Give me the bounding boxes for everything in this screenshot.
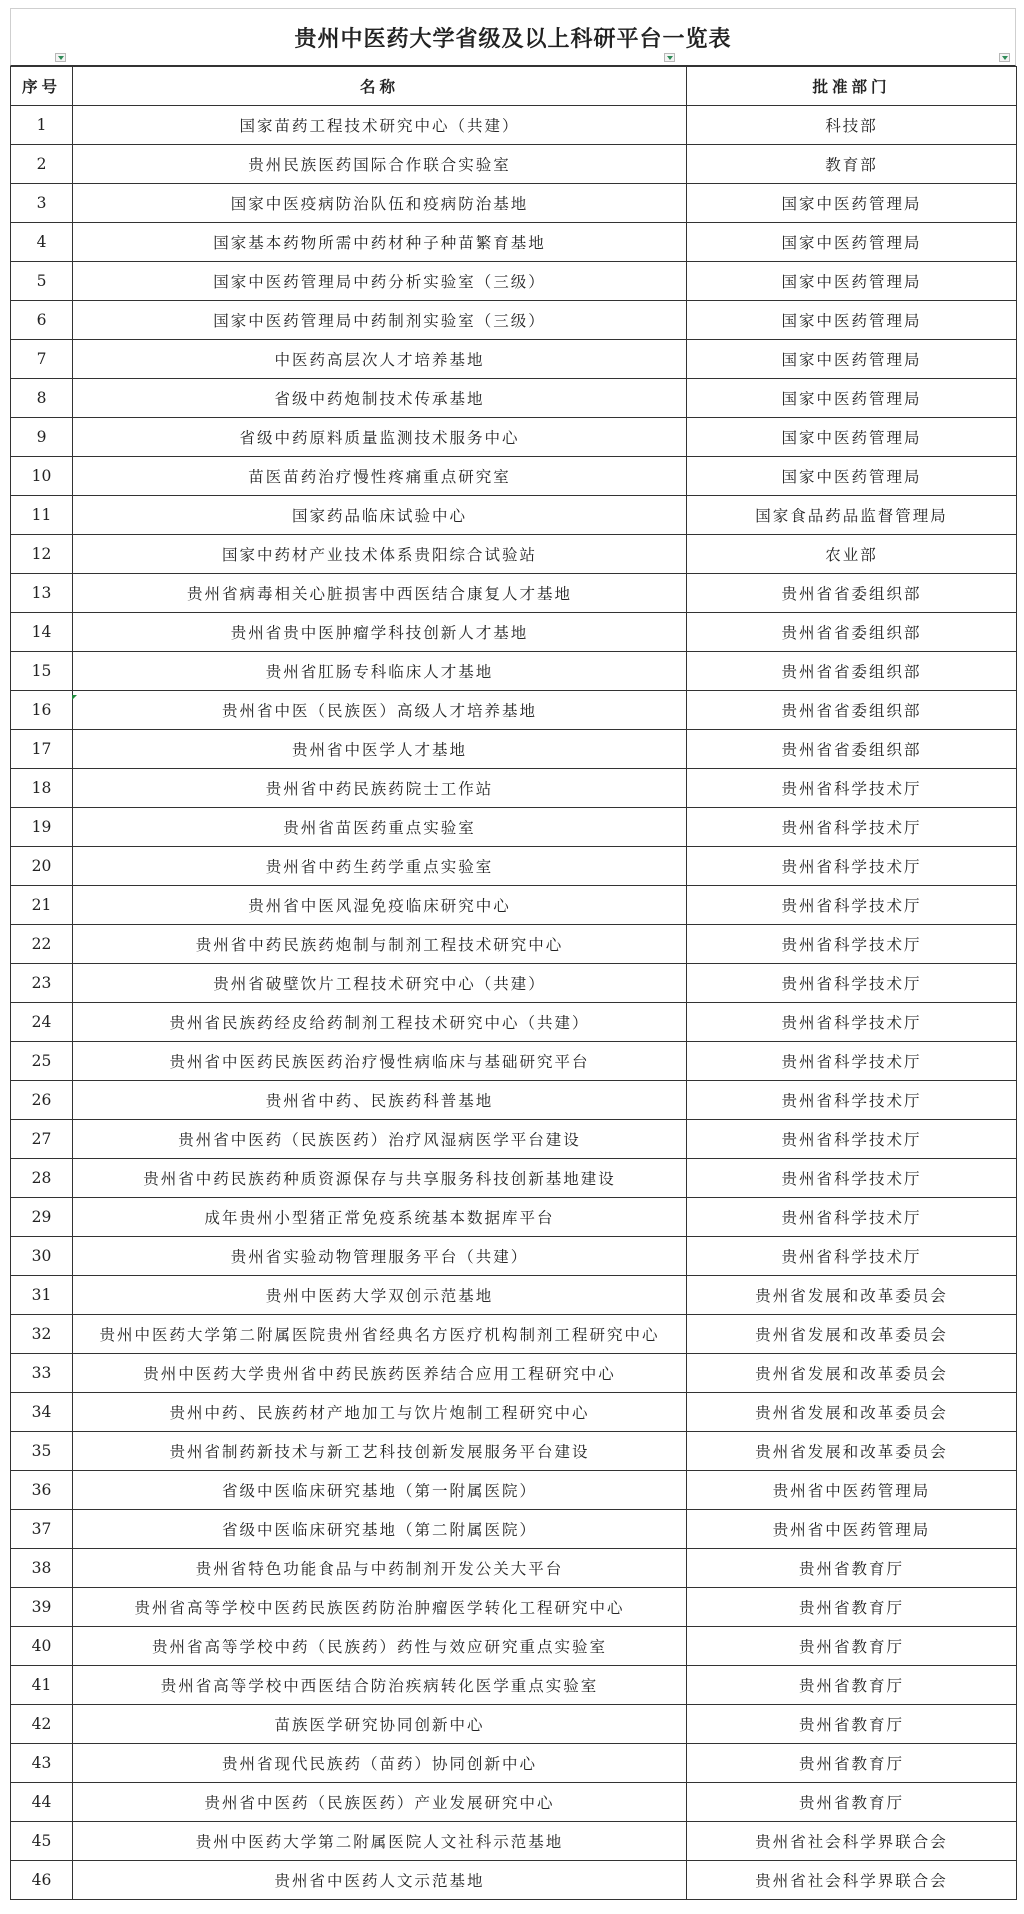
row-index: 28 xyxy=(11,1159,73,1198)
table-row xyxy=(11,1432,1017,1471)
table-row xyxy=(11,1081,1017,1120)
table-row xyxy=(11,613,1017,652)
table-row xyxy=(11,769,1017,808)
row-name: 省级中医临床研究基地（第一附属医院） xyxy=(73,1471,687,1510)
table-row xyxy=(11,730,1017,769)
table-row xyxy=(11,145,1017,184)
row-index: 40 xyxy=(11,1627,73,1666)
row-dept: 贵州省发展和改革委员会 xyxy=(687,1276,1017,1315)
row-index: 3 xyxy=(11,184,73,223)
table-row xyxy=(11,847,1017,886)
row-name: 省级中医临床研究基地（第二附属医院） xyxy=(73,1510,687,1549)
row-index: 14 xyxy=(11,613,73,652)
row-name: 贵州省特色功能食品与中药制剂开发公关大平台 xyxy=(73,1549,687,1588)
row-name: 贵州省肛肠专科临床人才基地 xyxy=(73,652,687,691)
row-name: 贵州省中医药人文示范基地 xyxy=(73,1861,687,1900)
row-dept: 贵州省省委组织部 xyxy=(687,691,1017,730)
row-dept: 国家中医药管理局 xyxy=(687,418,1017,457)
row-name: 国家中医药管理局中药分析实验室（三级） xyxy=(73,262,687,301)
row-name: 贵州省高等学校中医药民族医药防治肿瘤医学转化工程研究中心 xyxy=(73,1588,687,1627)
row-index: 39 xyxy=(11,1588,73,1627)
row-index: 41 xyxy=(11,1666,73,1705)
table-row xyxy=(11,964,1017,1003)
row-index: 7 xyxy=(11,340,73,379)
table-row xyxy=(11,535,1017,574)
row-name: 贵州中医药大学贵州省中药民族药医养结合应用工程研究中心 xyxy=(73,1354,687,1393)
table-row xyxy=(11,925,1017,964)
row-index: 37 xyxy=(11,1510,73,1549)
row-index: 26 xyxy=(11,1081,73,1120)
row-dept: 贵州省科学技术厅 xyxy=(687,886,1017,925)
table-row xyxy=(11,1861,1017,1900)
header-dept: 批准部门 xyxy=(687,67,1017,106)
row-dept: 国家中医药管理局 xyxy=(687,223,1017,262)
row-dept: 贵州省教育厅 xyxy=(687,1549,1017,1588)
table-row xyxy=(11,379,1017,418)
table-row xyxy=(11,496,1017,535)
row-index: 38 xyxy=(11,1549,73,1588)
row-name: 贵州中医药大学第二附属医院人文社科示范基地 xyxy=(73,1822,687,1861)
row-dept: 国家中医药管理局 xyxy=(687,340,1017,379)
row-name: 贵州省中药民族药院士工作站 xyxy=(73,769,687,808)
row-index: 33 xyxy=(11,1354,73,1393)
row-index: 19 xyxy=(11,808,73,847)
row-dept: 国家中医药管理局 xyxy=(687,262,1017,301)
row-dept: 贵州省教育厅 xyxy=(687,1783,1017,1822)
table-row xyxy=(11,301,1017,340)
row-name: 省级中药炮制技术传承基地 xyxy=(73,379,687,418)
row-index: 25 xyxy=(11,1042,73,1081)
row-name: 贵州省中医风湿免疫临床研究中心 xyxy=(73,886,687,925)
table-row xyxy=(11,184,1017,223)
row-dept: 贵州省发展和改革委员会 xyxy=(687,1393,1017,1432)
table-row xyxy=(11,1003,1017,1042)
table-row xyxy=(11,574,1017,613)
row-index: 1 xyxy=(11,106,73,145)
row-dept: 国家中医药管理局 xyxy=(687,457,1017,496)
table-row xyxy=(11,1315,1017,1354)
row-name: 贵州省制药新技术与新工艺科技创新发展服务平台建设 xyxy=(73,1432,687,1471)
table-body xyxy=(11,106,1017,1900)
row-name: 贵州中药、民族药材产地加工与饮片炮制工程研究中心 xyxy=(73,1393,687,1432)
table-row xyxy=(11,1666,1017,1705)
row-index: 24 xyxy=(11,1003,73,1042)
table-row xyxy=(11,1159,1017,1198)
table-row xyxy=(11,1588,1017,1627)
row-index: 12 xyxy=(11,535,73,574)
row-name: 贵州省中药民族药炮制与制剂工程技术研究中心 xyxy=(73,925,687,964)
table-row xyxy=(11,106,1017,145)
row-name: 贵州民族医药国际合作联合实验室 xyxy=(73,145,687,184)
table-row xyxy=(11,457,1017,496)
row-name: 贵州省破壁饮片工程技术研究中心（共建） xyxy=(73,964,687,1003)
row-dept: 贵州省科学技术厅 xyxy=(687,1003,1017,1042)
table-row xyxy=(11,1276,1017,1315)
row-name: 国家中药材产业技术体系贵阳综合试验站 xyxy=(73,535,687,574)
row-index: 21 xyxy=(11,886,73,925)
row-name: 贵州中医药大学双创示范基地 xyxy=(73,1276,687,1315)
table-row xyxy=(11,652,1017,691)
table-row xyxy=(11,1627,1017,1666)
row-dept: 国家中医药管理局 xyxy=(687,184,1017,223)
table-row xyxy=(11,1822,1017,1861)
row-index: 42 xyxy=(11,1705,73,1744)
filter-dropdown-icon[interactable] xyxy=(664,53,675,62)
row-dept: 贵州省科学技术厅 xyxy=(687,1120,1017,1159)
row-dept: 贵州省社会科学界联合会 xyxy=(687,1822,1017,1861)
row-dept: 贵州省科学技术厅 xyxy=(687,925,1017,964)
row-name: 贵州省中药、民族药科普基地 xyxy=(73,1081,687,1120)
row-name: 贵州省中医药民族医药治疗慢性病临床与基础研究平台 xyxy=(73,1042,687,1081)
row-dept: 贵州省省委组织部 xyxy=(687,652,1017,691)
table-row xyxy=(11,262,1017,301)
table-row xyxy=(11,1237,1017,1276)
page-title: 贵州中医药大学省级及以上科研平台一览表 xyxy=(294,25,732,52)
row-index: 2 xyxy=(11,145,73,184)
row-dept: 农业部 xyxy=(687,535,1017,574)
row-index: 8 xyxy=(11,379,73,418)
row-dept: 贵州省教育厅 xyxy=(687,1666,1017,1705)
row-name: 贵州省苗医药重点实验室 xyxy=(73,808,687,847)
row-dept: 贵州省科学技术厅 xyxy=(687,1237,1017,1276)
row-dept: 贵州省教育厅 xyxy=(687,1588,1017,1627)
row-dept: 贵州省教育厅 xyxy=(687,1744,1017,1783)
row-dept: 贵州省发展和改革委员会 xyxy=(687,1354,1017,1393)
row-name: 省级中药原料质量监测技术服务中心 xyxy=(73,418,687,457)
title-row xyxy=(10,8,1016,66)
spreadsheet xyxy=(10,8,1016,1900)
table-row xyxy=(11,1471,1017,1510)
row-name: 贵州省现代民族药（苗药）协同创新中心 xyxy=(73,1744,687,1783)
row-index: 17 xyxy=(11,730,73,769)
row-dept: 国家中医药管理局 xyxy=(687,301,1017,340)
row-dept: 贵州省科学技术厅 xyxy=(687,808,1017,847)
row-name: 贵州省高等学校中药（民族药）药性与效应研究重点实验室 xyxy=(73,1627,687,1666)
row-dept: 科技部 xyxy=(687,106,1017,145)
row-index: 9 xyxy=(11,418,73,457)
row-name: 贵州省中医药（民族医药）产业发展研究中心 xyxy=(73,1783,687,1822)
table-row xyxy=(11,886,1017,925)
row-dept: 贵州省社会科学界联合会 xyxy=(687,1861,1017,1900)
row-index: 16 xyxy=(11,691,73,730)
row-name: 贵州省中药生药学重点实验室 xyxy=(73,847,687,886)
row-dept: 贵州省科学技术厅 xyxy=(687,964,1017,1003)
row-index: 5 xyxy=(11,262,73,301)
row-dept: 贵州省科学技术厅 xyxy=(687,769,1017,808)
filter-dropdown-icon[interactable] xyxy=(55,53,66,62)
row-name: 贵州省中药民族药种质资源保存与共享服务科技创新基地建设 xyxy=(73,1159,687,1198)
row-name: 国家中医药管理局中药制剂实验室（三级） xyxy=(73,301,687,340)
row-index: 27 xyxy=(11,1120,73,1159)
row-name: 贵州省贵中医肿瘤学科技创新人才基地 xyxy=(73,613,687,652)
row-index: 23 xyxy=(11,964,73,1003)
row-dept: 贵州省中医药管理局 xyxy=(687,1510,1017,1549)
row-index: 20 xyxy=(11,847,73,886)
table-row xyxy=(11,1198,1017,1237)
row-index: 13 xyxy=(11,574,73,613)
row-name: 成年贵州小型猪正常免疫系统基本数据库平台 xyxy=(73,1198,687,1237)
row-name: 贵州省病毒相关心脏损害中西医结合康复人才基地 xyxy=(73,574,687,613)
row-dept: 贵州省中医药管理局 xyxy=(687,1471,1017,1510)
table-row xyxy=(11,1510,1017,1549)
row-dept: 贵州省科学技术厅 xyxy=(687,1081,1017,1120)
row-name: 苗族医学研究协同创新中心 xyxy=(73,1705,687,1744)
row-dept: 贵州省教育厅 xyxy=(687,1627,1017,1666)
row-name: 国家中医疫病防治队伍和疫病防治基地 xyxy=(73,184,687,223)
row-index: 45 xyxy=(11,1822,73,1861)
row-index: 22 xyxy=(11,925,73,964)
row-dept: 国家中医药管理局 xyxy=(687,379,1017,418)
row-dept: 贵州省省委组织部 xyxy=(687,613,1017,652)
row-index: 35 xyxy=(11,1432,73,1471)
row-name: 贵州省实验动物管理服务平台（共建） xyxy=(73,1237,687,1276)
row-index: 36 xyxy=(11,1471,73,1510)
row-name: 贵州省中医（民族医）高级人才培养基地 xyxy=(73,691,687,730)
cell-comment-marker xyxy=(72,695,77,700)
row-index: 31 xyxy=(11,1276,73,1315)
row-name: 贵州省中医药（民族医药）治疗风湿病医学平台建设 xyxy=(73,1120,687,1159)
row-index: 6 xyxy=(11,301,73,340)
table-row xyxy=(11,691,1017,730)
row-dept: 贵州省科学技术厅 xyxy=(687,847,1017,886)
row-name: 苗医苗药治疗慢性疼痛重点研究室 xyxy=(73,457,687,496)
row-dept: 国家食品药品监督管理局 xyxy=(687,496,1017,535)
table-row xyxy=(11,340,1017,379)
row-dept: 贵州省科学技术厅 xyxy=(687,1159,1017,1198)
row-dept: 教育部 xyxy=(687,145,1017,184)
row-index: 15 xyxy=(11,652,73,691)
row-dept: 贵州省省委组织部 xyxy=(687,574,1017,613)
row-index: 43 xyxy=(11,1744,73,1783)
row-index: 46 xyxy=(11,1861,73,1900)
row-index: 29 xyxy=(11,1198,73,1237)
row-index: 11 xyxy=(11,496,73,535)
table-row xyxy=(11,1705,1017,1744)
table-row xyxy=(11,418,1017,457)
row-dept: 贵州省省委组织部 xyxy=(687,730,1017,769)
row-name: 国家苗药工程技术研究中心（共建） xyxy=(73,106,687,145)
filter-dropdown-icon[interactable] xyxy=(999,53,1010,62)
row-name: 国家基本药物所需中药材种子种苗繁育基地 xyxy=(73,223,687,262)
table-row xyxy=(11,1549,1017,1588)
table-row xyxy=(11,1120,1017,1159)
row-index: 32 xyxy=(11,1315,73,1354)
row-name: 贵州中医药大学第二附属医院贵州省经典名方医疗机构制剂工程研究中心 xyxy=(73,1315,687,1354)
row-index: 18 xyxy=(11,769,73,808)
row-index: 4 xyxy=(11,223,73,262)
row-index: 30 xyxy=(11,1237,73,1276)
platform-table xyxy=(10,66,1017,1900)
header-name: 名称 xyxy=(73,67,687,106)
row-dept: 贵州省发展和改革委员会 xyxy=(687,1315,1017,1354)
row-dept: 贵州省教育厅 xyxy=(687,1705,1017,1744)
row-name: 国家药品临床试验中心 xyxy=(73,496,687,535)
table-row xyxy=(11,1744,1017,1783)
table-row xyxy=(11,808,1017,847)
row-index: 44 xyxy=(11,1783,73,1822)
row-index: 34 xyxy=(11,1393,73,1432)
row-dept: 贵州省科学技术厅 xyxy=(687,1198,1017,1237)
row-name: 中医药高层次人才培养基地 xyxy=(73,340,687,379)
header-index: 序号 xyxy=(11,67,73,106)
table-row xyxy=(11,1354,1017,1393)
table-row xyxy=(11,1783,1017,1822)
header-row xyxy=(11,67,1017,106)
row-name: 贵州省中医学人才基地 xyxy=(73,730,687,769)
table-row xyxy=(11,223,1017,262)
row-name: 贵州省民族药经皮给药制剂工程技术研究中心（共建） xyxy=(73,1003,687,1042)
row-dept: 贵州省发展和改革委员会 xyxy=(687,1432,1017,1471)
table-row xyxy=(11,1393,1017,1432)
row-index: 10 xyxy=(11,457,73,496)
row-name: 贵州省高等学校中西医结合防治疾病转化医学重点实验室 xyxy=(73,1666,687,1705)
table-row xyxy=(11,1042,1017,1081)
row-dept: 贵州省科学技术厅 xyxy=(687,1042,1017,1081)
